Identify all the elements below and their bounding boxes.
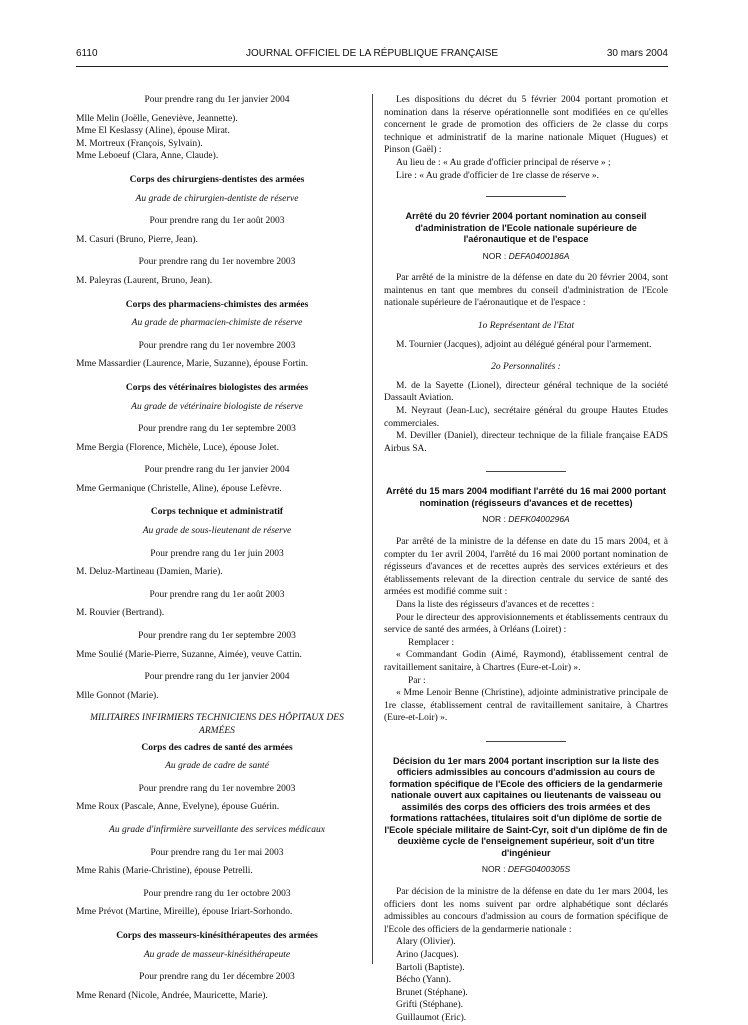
- officer-name: Arino (Jacques).: [396, 949, 459, 960]
- officer-name: Brunet (Stéphane).: [396, 987, 468, 998]
- paragraph: M. Tournier (Jacques), adjoint au délégué général pour l'armement.: [396, 339, 652, 350]
- name-entry: M. Mortreux (François, Sylvain).: [76, 138, 203, 149]
- rank-line: Pour prendre rang du 1er août 2003: [149, 216, 285, 227]
- name-entry: Mme Rahis (Marie-Christine), épouse Petrelli.: [76, 866, 253, 877]
- grade-heading: Au grade de vétérinaire biologiste de réserve: [131, 401, 303, 412]
- journal-title: JOURNAL OFFICIEL DE LA RÉPUBLIQUE FRANÇAISE: [245, 48, 499, 59]
- article-title: Arrêté du 15 mars 2004 modifiant l'arrêté du 16 mai 2000 portant nomination (régisseurs d'avances et de recettes): [386, 486, 666, 508]
- officer-name: Bartoli (Baptiste).: [396, 962, 465, 973]
- officer-name: Guillaumot (Eric).: [396, 1012, 467, 1023]
- paragraph: « Commandant Godin (Aimé, Raymond), établissement central de ravitaillement sanitaire, à Chartres (Eure-et-Loir) ».: [384, 650, 668, 673]
- name-entry: M. Deluz-Martineau (Damien, Marie).: [76, 567, 223, 578]
- name-entry: Mme Prévot (Martine, Mireille), épouse Iriart-Sorhondo.: [76, 907, 293, 918]
- corps-heading: Corps des chirurgiens-dentistes des armées: [129, 174, 305, 185]
- rank-line: Pour prendre rang du 1er novembre 2003: [138, 257, 296, 268]
- paragraph: Par décision de la ministre de la défense en date du 1er mars 2004, les officiers dont les noms suivent par ordre alphabétique sont déclarés admissibles au concours d'admission au cours de formation spécifique de l'Ecole des officiers de la gendarmerie nationale :: [384, 886, 668, 935]
- name-entry: Mme El Keslassy (Aline), épouse Mirat.: [76, 126, 230, 137]
- officer-name: Alary (Olivier).: [396, 937, 456, 948]
- paragraph: Remplacer :: [408, 637, 455, 648]
- nor-label: NOR :: [482, 514, 506, 525]
- corps-heading: Corps des pharmaciens-chimistes des armées: [125, 299, 309, 310]
- paragraph: Par arrêté de la ministre de la défense en date du 20 février 2004, sont maintenus en tant que membres du conseil d'administration de l'Ecole nationale supérieure de l'aéronautique et de l'espace :: [384, 273, 668, 309]
- section-separator: [486, 196, 566, 197]
- name-entry: Mme Leboeuf (Clara, Anne, Claude).: [76, 151, 219, 162]
- name-entry: M. Casuri (Bruno, Pierre, Jean).: [76, 234, 198, 245]
- paragraph: Par :: [408, 675, 426, 686]
- grade-heading: Au grade de masseur-kinésithérapeute: [143, 949, 291, 960]
- name-entry: Mme Germanique (Christelle, Aline), épouse Lefèvre.: [76, 483, 282, 494]
- grade-heading: Au grade d'infirmière surveillante des services médicaux: [109, 824, 325, 835]
- corps-heading: Corps des cadres de santé des armées: [141, 742, 293, 753]
- issue-date: 30 mars 2004: [606, 48, 668, 59]
- right-column: [384, 94, 668, 1025]
- nor-reference: [384, 863, 668, 876]
- officer-name: Bécho (Yann).: [396, 975, 451, 986]
- grade-heading: Au grade de cadre de santé: [165, 761, 269, 772]
- rank-line: Pour prendre rang du 1er mai 2003: [150, 847, 284, 858]
- name-entry: Mme Roux (Pascale, Anne, Evelyne), épouse Guérin.: [76, 802, 280, 813]
- rank-line: Pour prendre rang du 1er septembre 2003: [138, 631, 296, 642]
- nor-reference: [384, 250, 668, 263]
- name-entry: Mme Soulié (Marie-Pierre, Suzanne, Aimée), veuve Cattin.: [76, 649, 302, 660]
- section-separator: [486, 471, 566, 472]
- article-title: Arrêté du 20 février 2004 portant nomination au conseil d'administration de l'Ecole nationale supérieure de l'aéronautique et de l'espace: [405, 211, 647, 245]
- grade-heading: Au grade de sous-lieutenant de réserve: [142, 526, 292, 537]
- grade-heading: Au grade de pharmacien-chimiste de réserve: [131, 318, 303, 329]
- page-header: [76, 46, 668, 62]
- subheading: 2o Personnalités :: [491, 362, 561, 373]
- paragraph: Par arrêté de la ministre de la défense en date du 15 mars 2004, et à compter du 1er avril 2004, l'arrêté du 16 mai 2000 portant nomination de régisseurs d'avances et de recettes auprès des services extérieurs et des établissements relevant de la direction centrale du service de santé des armées est modifié comme suit :: [384, 536, 668, 598]
- nor-label: NOR :: [482, 250, 507, 261]
- corps-heading: Corps des vétérinaires biologistes des armées: [125, 382, 309, 393]
- rank-line: Pour prendre rang du 1er janvier 2004: [144, 672, 290, 683]
- name-entry: M. Paleyras (Laurent, Bruno, Jean).: [76, 275, 213, 286]
- rank-line: Pour prendre rang du 1er juin 2003: [150, 548, 284, 559]
- name-entry: M. Rouvier (Bertrand).: [76, 608, 165, 619]
- section-separator: [486, 741, 566, 742]
- paragraph: Au lieu de : « Au grade d'officier principal de réserve » ;: [396, 157, 611, 168]
- name-entry: Mme Renard (Nicole, Andrée, Mauricette, Marie).: [76, 990, 268, 1001]
- rank-line: Pour prendre rang du 1er décembre 2003: [139, 972, 295, 983]
- grade-heading: Au grade de chirurgien-dentiste de réserve: [135, 193, 299, 204]
- name-entry: Mlle Gonnot (Marie).: [76, 690, 159, 701]
- paragraph: Dans la liste des régisseurs d'avances et de recettes :: [396, 599, 595, 610]
- section-heading: MILITAIRES INFIRMIERS TECHNICIENS DES HÔPITAUX DES ARMÉES: [90, 713, 344, 736]
- rank-line: Pour prendre rang du 1er janvier 2004: [144, 95, 290, 105]
- rank-line: Pour prendre rang du 1er janvier 2004: [144, 465, 290, 476]
- corps-heading: Corps technique et administratif: [150, 507, 284, 518]
- paragraph: Pour le directeur des approvisionnements et établissements centraux du service de santé des armées, à Orléans (Loiret) :: [384, 612, 668, 636]
- name-entry: Mlle Melin (Joëlle, Geneviève, Jeannette).: [76, 113, 238, 124]
- nor-code: DEFK0400296A: [508, 514, 570, 525]
- header-rule: [76, 66, 668, 67]
- rank-line: Pour prendre rang du 1er novembre 2003: [138, 340, 296, 351]
- nor-code: DEFG0400305S: [507, 864, 571, 875]
- paragraph: Lire : « Au grade d'officier de 1re classe de réserve ».: [396, 170, 600, 181]
- paragraph: M. Neyraut (Jean-Luc), secrétaire général du groupe Hautes Etudes commerciales.: [384, 406, 668, 429]
- nor-reference: [384, 513, 668, 526]
- rank-line: Pour prendre rang du 1er septembre 2003: [138, 424, 296, 435]
- nor-code: DEFA0400186A: [508, 250, 570, 261]
- rank-line: Pour prendre rang du 1er novembre 2003: [138, 783, 296, 794]
- name-entry: Mme Massardier (Laurence, Marie, Suzanne), épouse Fortin.: [76, 359, 309, 370]
- subheading: 1o Représentant de l'Etat: [477, 321, 575, 332]
- paragraph: « Mme Lenoir Benne (Christine), adjointe administrative principale de 1re classe, établissement central de ravitaillement sanitaire, à Chartres (Eure-et-Loir) ».: [384, 688, 668, 724]
- column-divider: [372, 94, 373, 964]
- name-entry: Mme Bergia (Florence, Michèle, Luce), épouse Jolet.: [76, 442, 279, 453]
- rank-line: Pour prendre rang du 1er octobre 2003: [143, 888, 291, 899]
- paragraph: M. Deviller (Daniel), directeur technique de la filiale française EADS Airbus SA.: [384, 431, 668, 454]
- article-title: Décision du 1er mars 2004 portant inscription sur la liste des officiers admissibles au concours d'admission au cours de formation spécifique de l'Ecole des officiers de la gendarmerie nationale ouvert aux capitaines ou lieutenants de vaisseau ou assimilés des corps des officiers des trois armées et des formations rattachées, titulaires soit d'un diplôme de sortie de l'Ecole spéciale militaire de Saint-Cyr, soit d'un diplôme de fin de deuxième cycle de l'enseignement supérieur, soit d'un titre d'ingénieur: [384, 755, 668, 858]
- officer-name: Grifti (Stéphane).: [396, 1000, 464, 1011]
- paragraph: Les dispositions du décret du 5 février 2004 portant promotion et nomination dans la réserve opérationnelle sont modifiées en ce qu'elles concernent le grade de promotion des officiers de 2e classe du corps technique et administratif de la marine nationale Miquet (Hugues) et Pinson (Gaël) :: [384, 95, 668, 156]
- nor-label: NOR :: [481, 864, 506, 875]
- left-column: [76, 94, 358, 1002]
- paragraph: M. de la Sayette (Lionel), directeur général technique de la société Dassault Aviation.: [384, 380, 668, 404]
- page-number: 6110: [76, 48, 98, 59]
- rank-line: Pour prendre rang du 1er août 2003: [149, 589, 285, 600]
- corps-heading: Corps des masseurs-kinésithérapeutes des armées: [116, 930, 318, 941]
